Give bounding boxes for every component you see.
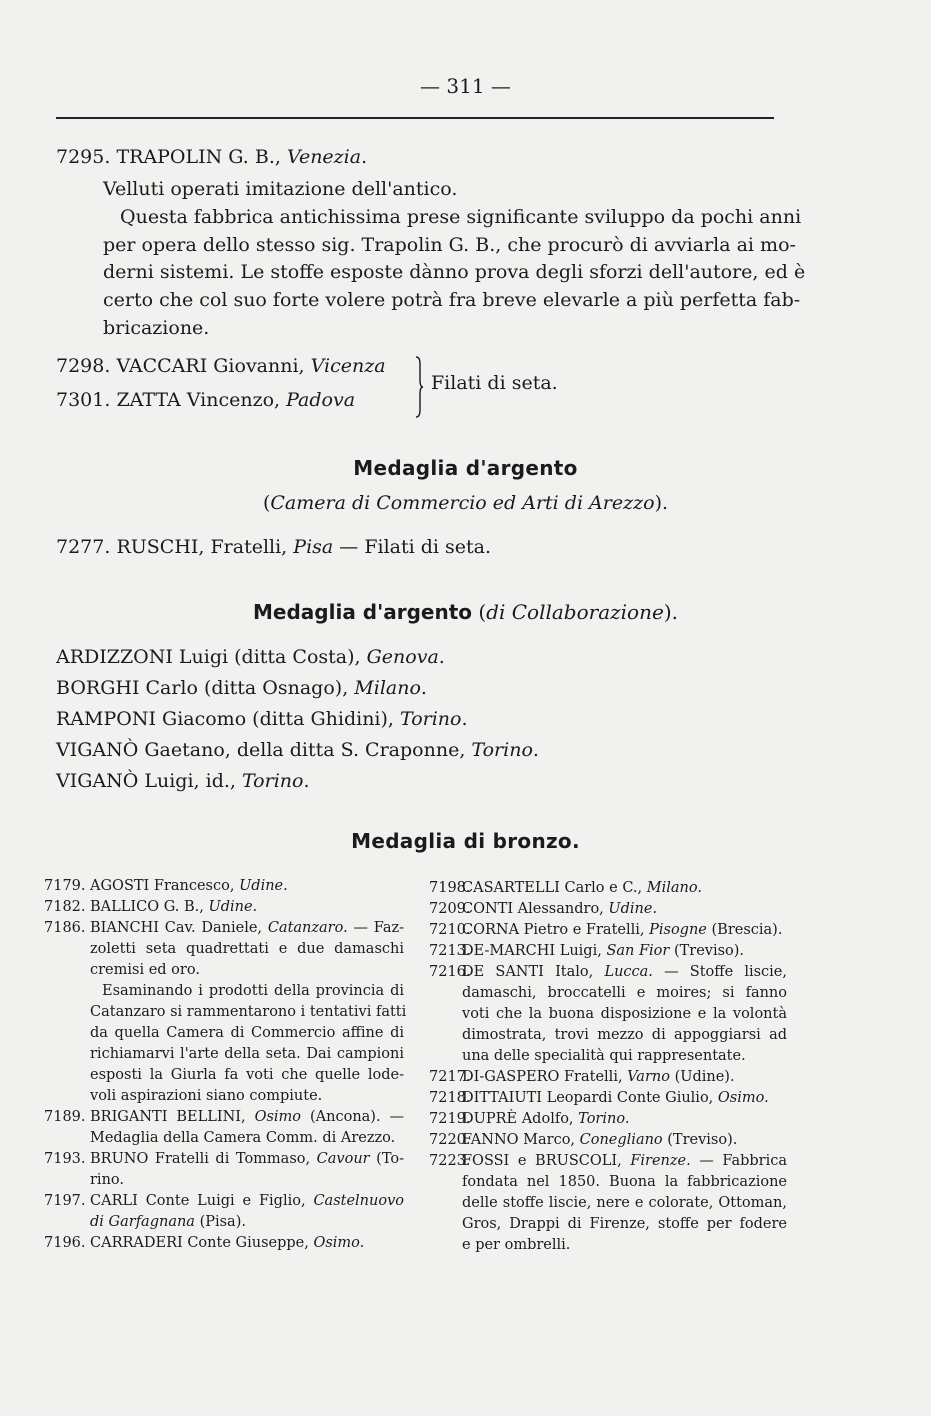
entry-7295-heading: 7295. TRAPOLIN G. B., Venezia. xyxy=(56,146,368,168)
list-item: 7196. CARRADERI Conte Giuseppe, Osimo. xyxy=(44,1235,365,1251)
list-item: 7182. BALLICO G. B., Udine. xyxy=(44,899,258,915)
paragraph-line: Questa fabbrica antichissima prese significante sviluppo da pochi anni xyxy=(120,206,802,228)
entry-number: 7298. xyxy=(56,355,111,377)
list-item: 7223.FOSSI e BRUSCOLI, Firenze. — Fabbrica xyxy=(429,1153,788,1169)
entry-place: Venezia xyxy=(286,146,362,168)
section-subheading: (Camera di Commercio ed Arti di Arezzo). xyxy=(262,492,669,514)
entry-place: Padova xyxy=(286,389,356,411)
right-column: 7198.CASARTELLI Carlo e C., Milano. 7209.CONTI Alessandro, Udine. 7210.CORNA Pietro e Fratelli, Pisogne (Brescia). 7213.DE-MARCHI Luigi, San Fior (Treviso). 7216.DE SANTI Italo, Lucca. — Stoffe liscie, damaschi, broccatelli e moires; si fanno voti che la buona disposizione e la volontà dimostrata, trovi mezzo di appoggiarsi ad una delle specialità qui rappresentate. 7217.DI-GASPERO Fratelli, Varno (Udine). 7218.DITTAIUTI Leopardi Conte Giulio, Osimo. 7219.DUPRÈ Adolfo, Torino. 7220.FANNO Marco, Conegliano (Treviso). 7223.FOSSI e BRUSCOLI, Firenze. — Fabbrica fondata nel 1850. Buona la fabbricazione delle stoffe liscie, nere e colorate, Ottoman, Gros, Drappi di Firenze, stoffe per fodere e per ombrelli. xyxy=(429,880,788,1253)
entry-place: Pisa xyxy=(293,536,334,558)
collaborator-item: VIGANÒ Luigi, id., Torino. xyxy=(56,770,310,792)
section-heading-argento: Medaglia d'argento xyxy=(353,456,578,480)
list-item: 7213.DE-MARCHI Luigi, San Fior (Treviso). xyxy=(429,943,745,959)
paragraph-line: derni sistemi. Le stoffe esposte dànno prova degli sforzi dell'autore, ed è xyxy=(103,261,806,283)
list-item: 7219.DUPRÈ Adolfo, Torino. xyxy=(429,1111,630,1127)
list-item: 7198.CASARTELLI Carlo e C., Milano. xyxy=(429,880,702,896)
left-column: 7179. AGOSTI Francesco, Udine. 7182. BALLICO G. B., Udine. 7186. BIANCHI Cav. Daniele, Catanzaro. — Faz- zoletti seta quadrettati e due damaschi cremisi ed oro. Esaminando i prodotti della provincia di Catanzaro si rammentarono i tentativi fatti da quella Camera di Commercio affine di richiamarvi l'arte della seta. Dai campioni esposti la Giurla fa voti che quelle lode- voli aspirazioni siano compiute. 7189. BRIGANTI BELLINI, Osimo (Ancona). — Medaglia della Camera Comm. di Arezzo. 7193. BRUNO Fratelli di Tommaso, Cavour (To- rino. 7197. CARLI Conte Luigi e Figlio, Castelnuovo di Garfagnana (Pisa). 7196. CARRADERI Conte Giuseppe, Osimo. xyxy=(44,876,404,1254)
curly-brace-icon xyxy=(414,356,424,418)
list-item: 7216.DE SANTI Italo, Lucca. — Stoffe liscie, xyxy=(429,964,787,980)
list-item: 7186. BIANCHI Cav. Daniele, Catanzaro. — Faz- xyxy=(44,920,405,936)
list-item: 7189. BRIGANTI BELLINI, Osimo (Ancona). — xyxy=(44,1109,405,1125)
entry-7277: 7277. RUSCHI, Fratelli, Pisa — Filati di seta. xyxy=(56,536,492,558)
list-item: 7218.DITTAIUTI Leopardi Conte Giulio, Osimo. xyxy=(429,1090,769,1106)
entry-name: TRAPOLIN G. B., xyxy=(116,146,281,168)
entry-name: VACCARI Giovanni, xyxy=(116,355,305,377)
entry-name: ZATTA Vincenzo, xyxy=(116,389,281,411)
entry-7301 xyxy=(56,391,355,410)
header-rule xyxy=(56,117,774,119)
entry-place: Vicenza xyxy=(310,355,386,377)
paragraph-line: per opera dello stesso sig. Trapolin G. B., che procurò di avviarla ai mo- xyxy=(103,234,796,256)
collaborator-item: BORGHI Carlo (ditta Osnago), Milano. xyxy=(56,677,427,699)
list-item: 7210.CORNA Pietro e Fratelli, Pisogne (Brescia). xyxy=(429,922,783,938)
entry-number: 7277. xyxy=(56,536,111,558)
collaborator-item: ARDIZZONI Luigi (ditta Costa), Genova. xyxy=(56,646,445,668)
section-heading-collaborazione: Medaglia d'argento (di Collaborazione). xyxy=(253,600,678,624)
collaborator-item: RAMPONI Giacomo (ditta Ghidini), Torino. xyxy=(56,708,468,730)
list-item: 7217.DI-GASPERO Fratelli, Varno (Udine). xyxy=(429,1069,735,1085)
entry-7298 xyxy=(56,357,386,376)
brace-label: Filati di seta. xyxy=(431,372,558,394)
entry-number: 7295. xyxy=(56,146,111,168)
page-number: — 311 — xyxy=(420,74,511,98)
list-item: 7179. AGOSTI Francesco, Udine. xyxy=(44,878,288,894)
paragraph-line: bricazione. xyxy=(103,317,210,339)
list-item: 7193. BRUNO Fratelli di Tommaso, Cavour (To- xyxy=(44,1151,405,1167)
entry-name: RUSCHI, Fratelli, xyxy=(116,536,288,558)
list-item: 7209.CONTI Alessandro, Udine. xyxy=(429,901,658,917)
entry-number: 7301. xyxy=(56,389,111,411)
paragraph-line: certo che col suo forte volere potrà fra breve elevarle a più perfetta fab- xyxy=(103,289,801,311)
list-item: 7220.FANNO Marco, Conegliano (Treviso). xyxy=(429,1132,738,1148)
list-item: 7197. CARLI Conte Luigi e Figlio, Castelnuovo xyxy=(44,1193,405,1209)
section-heading-bronzo: Medaglia di bronzo. xyxy=(351,829,580,853)
entry-7295-description: Velluti operati imitazione dell'antico. xyxy=(103,178,458,200)
collaborator-item: VIGANÒ Gaetano, della ditta S. Craponne, Torino. xyxy=(56,739,539,761)
